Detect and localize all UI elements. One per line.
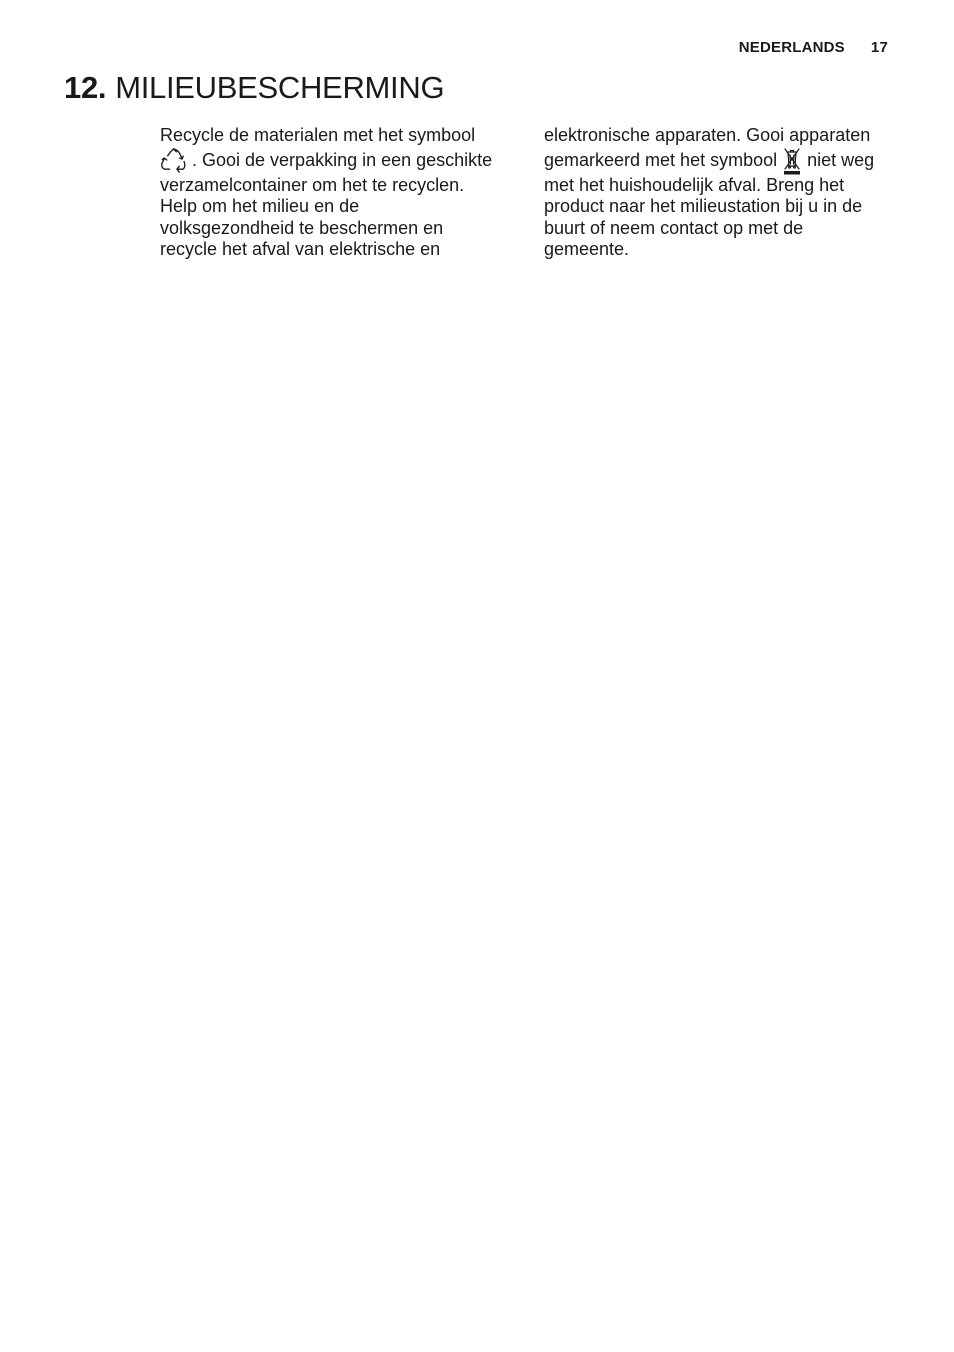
body-line: met het huishoudelijk afval. Breng het	[544, 174, 845, 195]
body-line-with-icon: gemarkeerd met het symbool niet weg	[544, 147, 894, 175]
chapter-title	[64, 66, 444, 110]
header-language: NEDERLANDS	[738, 39, 845, 56]
body-line: Help om het milieu en de	[160, 196, 360, 217]
body-column-right	[544, 125, 894, 261]
body-line: product naar het milieustation bij u in de	[544, 196, 863, 217]
recycle-icon	[160, 147, 187, 174]
body-line-with-icon: . Gooi de verpakking in een geschikte	[160, 147, 510, 175]
body-line: recycle het afval van elektrische en	[160, 239, 441, 260]
body-line: buurt of neem contact op met de	[544, 217, 804, 238]
page-number: 17	[870, 39, 888, 56]
body-line: verzamelcontainer om het te recyclen.	[160, 174, 465, 195]
crossed-bin-icon	[782, 147, 802, 175]
running-header	[739, 39, 888, 56]
body-line: gemeente.	[544, 239, 630, 260]
body-line: Recycle de materialen met het symbool	[160, 125, 476, 145]
body-column-left	[160, 125, 510, 261]
body-line: elektronische apparaten. Gooi apparaten	[544, 125, 871, 145]
chapter-number: 12.	[64, 70, 107, 105]
chapter-heading: MILIEUBESCHERMING	[115, 70, 445, 105]
body-line: volksgezondheid te beschermen en	[160, 217, 444, 238]
